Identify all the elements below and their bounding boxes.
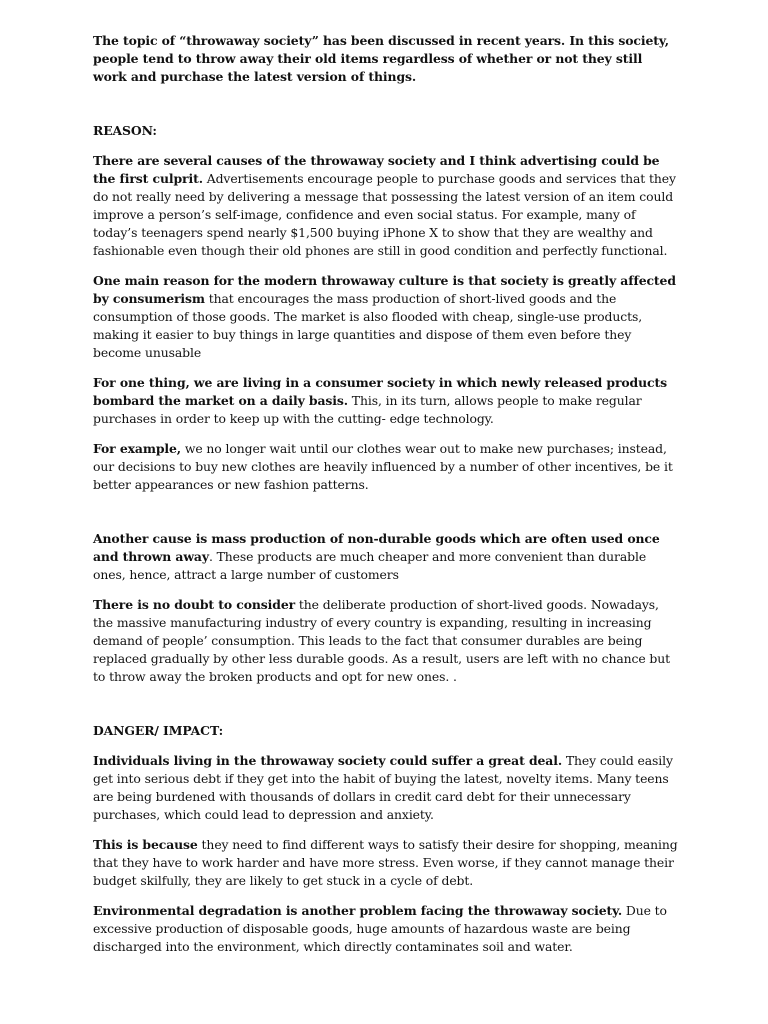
section-heading-reason: REASON:	[93, 123, 157, 138]
paragraph-lead: For one thing, we are living in a consumer society in which newly released products bombard the market on a daily basis.	[93, 375, 667, 408]
paragraph-consumer-society	[93, 374, 678, 428]
paragraph-example-clothes	[93, 440, 678, 494]
paragraph-consumerism	[93, 272, 678, 362]
intro-paragraph: The topic of “throwaway society” has been discussed in recent years. In this society, people tend to throw away their old items regardless of whether or not they still work and purchase the latest version of things.	[93, 33, 670, 84]
paragraph-lead: There is no doubt to consider	[93, 597, 296, 612]
paragraph-body: they need to find different ways to satisfy their desire for shopping, meaning that they have to work harder and have more stress. Even worse, if they cannot manage their budget skilfully, they are likely to get stuck in a cycle of debt.	[93, 837, 678, 888]
spacer	[93, 98, 678, 122]
paragraph-environmental-degradation	[93, 902, 678, 956]
paragraph-body: that encourages the mass production of short-lived goods and the consumption of those goods. The market is also flooded with cheap, single-use products, making it easier to buy things in large quantities and dispose of them even before they become unusable	[93, 291, 643, 360]
paragraph-body: the deliberate production of short-lived goods. Nowadays, the massive manufacturing industry of every country is expanding, resulting in increasing demand of people’ consumption. This leads to the fact that consumer durables are being replaced gradually by other less durable goods. As a result, users are left with no chance but to throw away the broken products and opt for new ones. .	[93, 597, 671, 684]
paragraph-body: Advertisements encourage people to purchase goods and services that they do not really need by delivering a message that possessing the latest version of an item could improve a person’s self-image, confidence and even social status. For example, many of today’s teenagers spend nearly $1,500 buying iPhone X to show that they are wealthy and fashionable even though their old phones are still in good condition and perfectly functional.	[93, 171, 676, 258]
paragraph-lead: There are several causes of the throwaway society and I think advertising could be the first culprit.	[93, 153, 660, 186]
document-page	[93, 32, 678, 968]
paragraph-lead: Individuals living in the throwaway society could suffer a great deal.	[93, 753, 563, 768]
paragraph-lead: One main reason for the modern throwaway culture is that society is greatly affected by consumerism	[93, 273, 676, 306]
paragraph-mass-production	[93, 530, 678, 584]
paragraph-body: Due to excessive production of disposable goods, huge amounts of hazardous waste are being discharged into the environment, which directly contaminates soil and water.	[93, 903, 667, 954]
paragraph-body: we no longer wait until our clothes wear out to make new purchases; instead, our decisions to buy new clothes are heavily influenced by a number of other incentives, be it better appearances or new fashion patterns.	[93, 441, 673, 492]
paragraph-lead: Another cause is mass production of non-durable goods which are often used once and thrown away	[93, 531, 660, 564]
paragraph-body: This, in its turn, allows people to make regular purchases in order to keep up with the cutting- edge technology.	[93, 393, 642, 426]
paragraph-body: . These products are much cheaper and more convenient than durable ones, hence, attract a large number of customers	[93, 549, 647, 582]
paragraph-body: They could easily get into serious debt if they get into the habit of buying the latest, novelty items. Many teens are being burdened with thousands of dollars in credit card debt for their unnecessary purchases, which could lead to depression and anxiety.	[93, 753, 673, 822]
paragraph-this-is-because	[93, 836, 678, 890]
paragraph-lead: Environmental degradation is another problem facing the throwaway society.	[93, 903, 623, 918]
paragraph-short-lived-goods	[93, 596, 678, 686]
spacer	[93, 698, 678, 722]
spacer	[93, 506, 678, 530]
section-heading-danger-impact: DANGER/ IMPACT:	[93, 723, 224, 738]
paragraph-individuals-suffer	[93, 752, 678, 824]
paragraph-advertising	[93, 152, 678, 260]
paragraph-lead: For example,	[93, 441, 182, 456]
paragraph-lead: This is because	[93, 837, 198, 852]
